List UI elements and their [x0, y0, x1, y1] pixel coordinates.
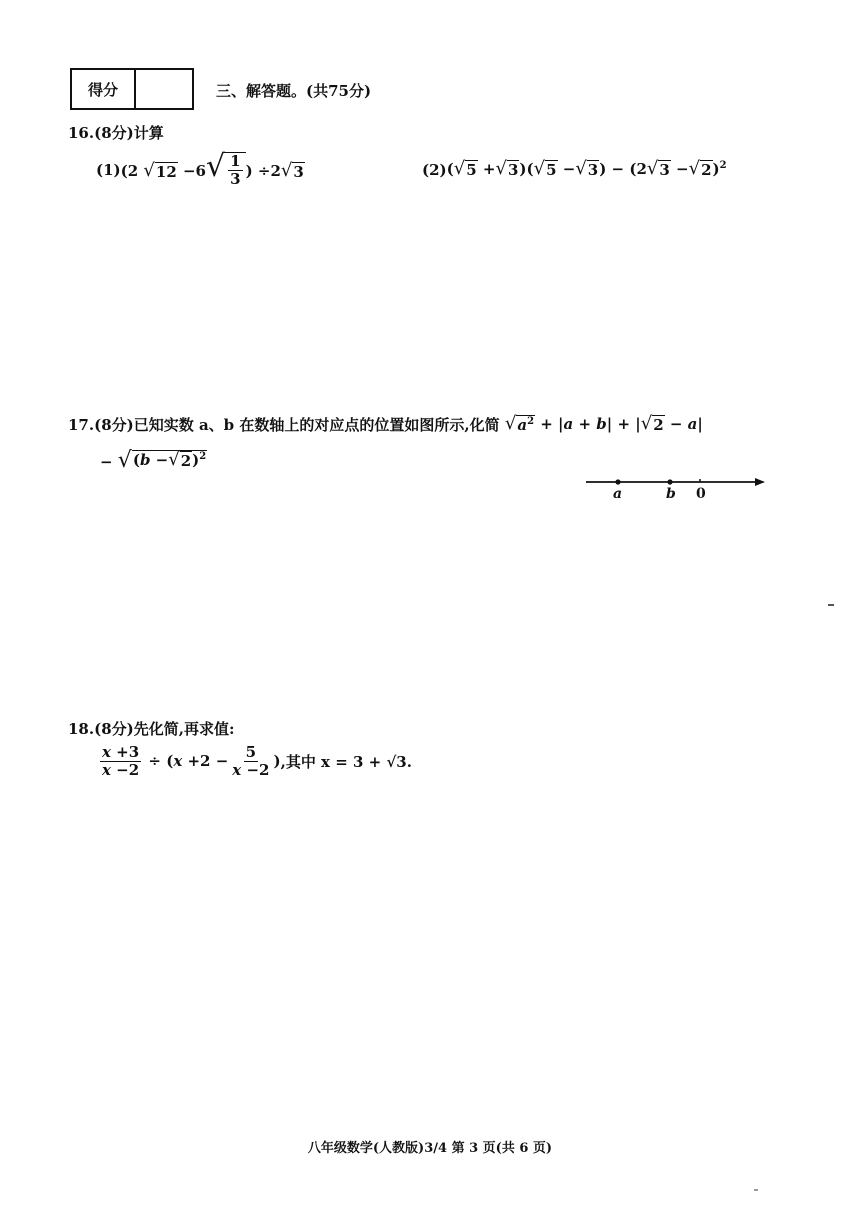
- question-17-line-1: [68, 414, 703, 435]
- question-18-condition: ,其中 x = 3 + √3.: [280, 752, 412, 771]
- question-17-line-2: [100, 450, 207, 472]
- question-17-heading: 17.(8分)已知实数 a、b 在数轴上的对应点的位置如图所示,化简: [68, 416, 500, 434]
- question-16-part-1: [96, 149, 305, 188]
- label-b: b: [666, 486, 676, 502]
- label-zero: 0: [696, 486, 706, 502]
- fraction-5-over-x2: $\frac{5}{x -2}$: [232, 743, 270, 779]
- question-16-part-2: [422, 160, 727, 179]
- number-line-arrow: [755, 478, 765, 486]
- fraction-x3-over-x2: $\frac{x +3}{x -2}$: [102, 743, 140, 779]
- question-18-expression: $\frac{x +3}{x -2}$ ÷ (x +2 − $\frac{5}{x -2}$ ) ,其中 x = 3 + √3.: [102, 743, 412, 779]
- scan-mark: [828, 604, 834, 606]
- part-1-expression: (2 √ 12 −6 √ $\frac{1}{3}$ ) ÷2 √ 3: [120, 149, 304, 188]
- page-footer: 八年级数学(人教版)3/4 第 3 页(共 6 页): [307, 1141, 553, 1156]
- question-17-expression-a: √ $a^2$ + |a + b| + | √ 2 − a|: [504, 413, 703, 434]
- score-box: [70, 68, 194, 110]
- question-18-heading: 18.(8分)先化简,再求值:: [68, 720, 235, 738]
- part-2-expression: ( √ 5 + √ 3 )( √ 5 − √ 3 ) − (2 √ 3 − √ 2 )$^2$: [446, 158, 727, 179]
- score-blank-field[interactable]: [136, 70, 192, 108]
- label-a: a: [613, 486, 623, 502]
- scan-mark: [754, 1189, 758, 1191]
- point-b: [667, 479, 672, 484]
- question-16-heading: 16.(8分)计算: [68, 124, 164, 142]
- part-2-label: (2): [422, 160, 447, 179]
- part-1-label: (1): [96, 160, 121, 179]
- point-a: [615, 479, 620, 484]
- question-17-expression-b: − √ (b − √ 2 )$^2$: [100, 448, 207, 473]
- section-title: 三、解答题。(共75分): [216, 82, 372, 100]
- score-label: 得分: [72, 70, 136, 108]
